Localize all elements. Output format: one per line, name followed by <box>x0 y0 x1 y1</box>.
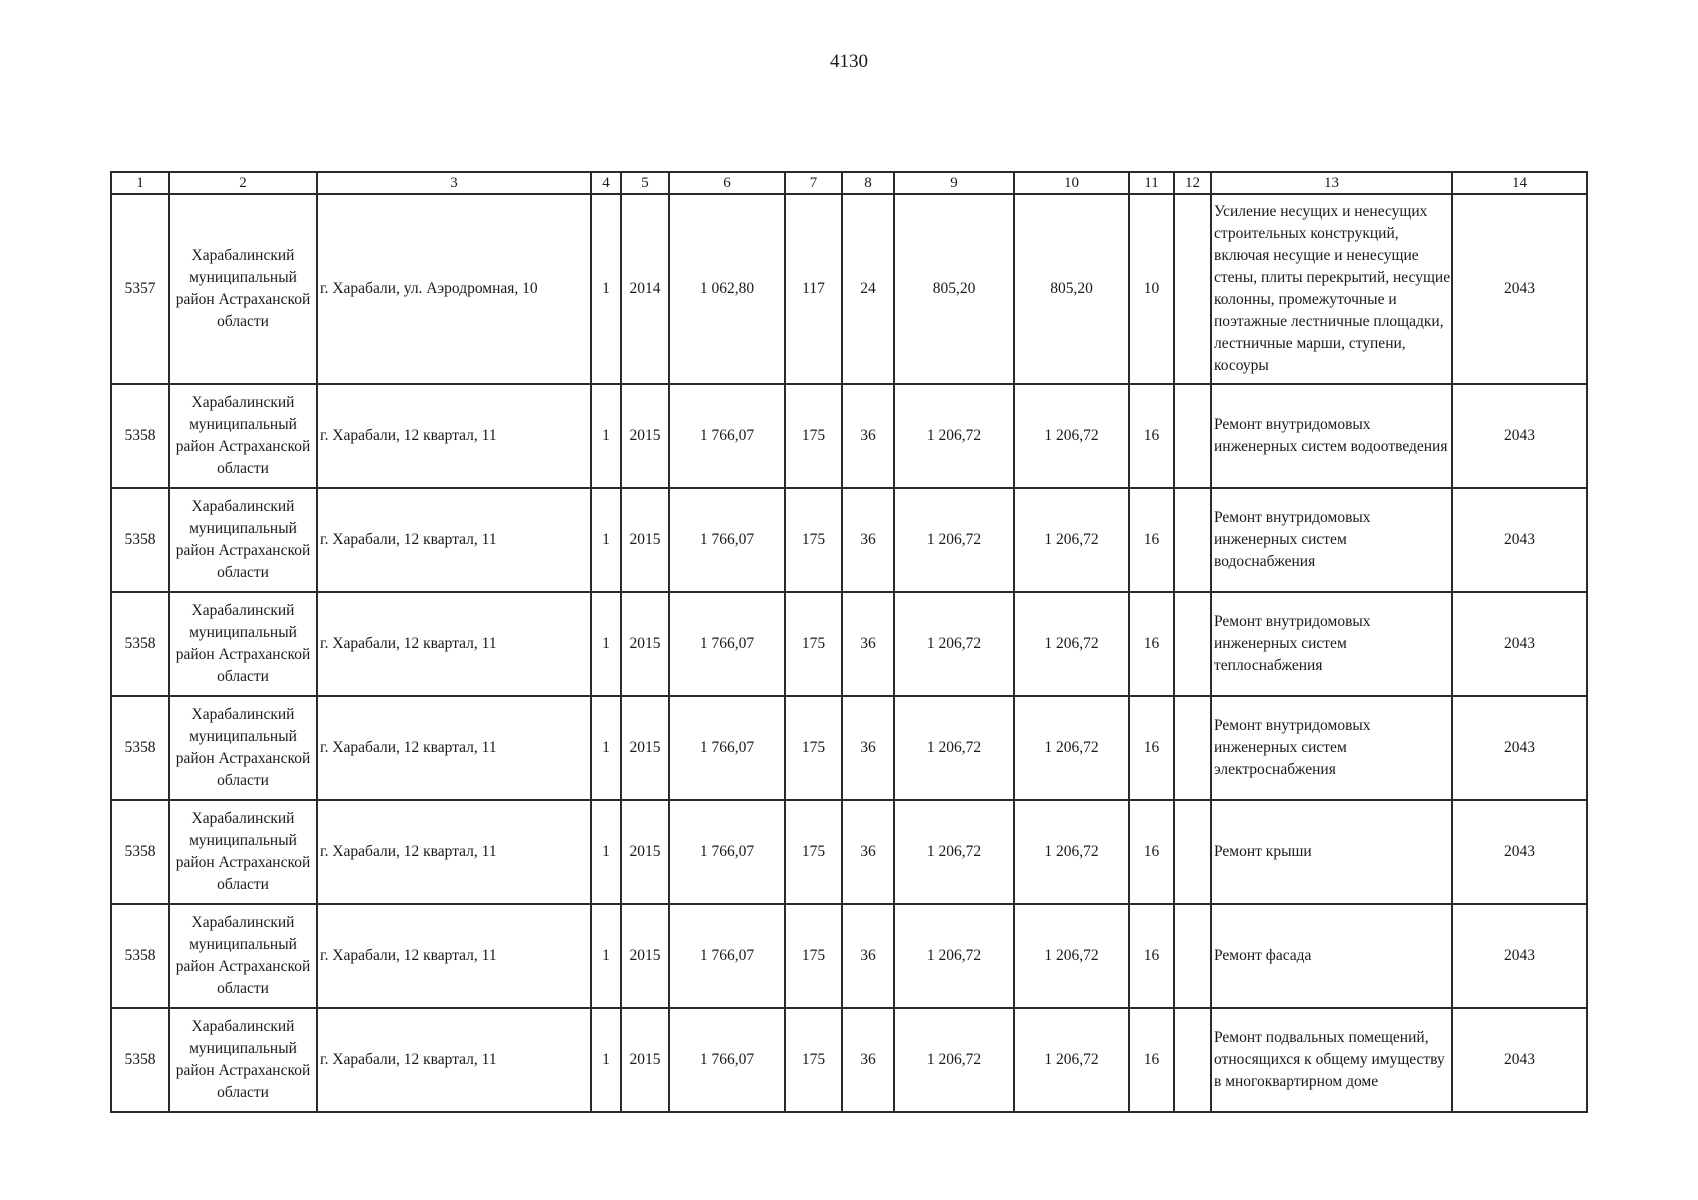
total-area-cell: 1 766,07 <box>669 488 785 592</box>
term-cell: 2043 <box>1452 1008 1587 1112</box>
column-4-cell: 1 <box>591 384 621 488</box>
column-12-cell <box>1174 904 1211 1008</box>
column-8-cell: 36 <box>842 384 894 488</box>
column-7-cell: 175 <box>785 592 842 696</box>
column-header-5: 5 <box>621 172 669 194</box>
year-cell: 2015 <box>621 904 669 1008</box>
column-7-cell: 175 <box>785 1008 842 1112</box>
column-8-cell: 36 <box>842 592 894 696</box>
region-cell: Харабалинский муниципальный район Астраханской области <box>169 592 317 696</box>
column-11-cell: 16 <box>1129 800 1174 904</box>
column-4-cell: 1 <box>591 696 621 800</box>
column-8-cell: 36 <box>842 800 894 904</box>
column-10-cell: 1 206,72 <box>1014 488 1129 592</box>
term-cell: 2043 <box>1452 384 1587 488</box>
row-number-cell: 5358 <box>111 800 169 904</box>
row-number-cell: 5357 <box>111 194 169 384</box>
table-row <box>111 194 1587 384</box>
row-number-cell: 5358 <box>111 592 169 696</box>
work-type-cell: Ремонт внутридомовых инженерных систем водоснабжения <box>1211 488 1452 592</box>
table-row <box>111 592 1587 696</box>
column-12-cell <box>1174 592 1211 696</box>
address-cell: г. Харабали, 12 квартал, 11 <box>317 800 591 904</box>
work-type-cell: Усиление несущих и ненесущих строительных конструкций, включая несущие и ненесущие стены, плиты перекрытий, несущие колонны, промежуточные и поэтажные лестничные площадки, лестничные марши, ступени, косоуры <box>1211 194 1452 384</box>
table-row <box>111 696 1587 800</box>
address-cell: г. Харабали, 12 квартал, 11 <box>317 904 591 1008</box>
column-7-cell: 175 <box>785 904 842 1008</box>
column-header-8: 8 <box>842 172 894 194</box>
column-12-cell <box>1174 384 1211 488</box>
total-area-cell: 1 766,07 <box>669 696 785 800</box>
year-cell: 2015 <box>621 384 669 488</box>
column-9-cell: 1 206,72 <box>894 1008 1014 1112</box>
column-8-cell: 36 <box>842 1008 894 1112</box>
term-cell: 2043 <box>1452 800 1587 904</box>
address-cell: г. Харабали, ул. Аэродромная, 10 <box>317 194 591 384</box>
region-cell: Харабалинский муниципальный район Астраханской области <box>169 1008 317 1112</box>
column-8-cell: 24 <box>842 194 894 384</box>
region-cell: Харабалинский муниципальный район Астраханской области <box>169 194 317 384</box>
column-9-cell: 1 206,72 <box>894 696 1014 800</box>
column-4-cell: 1 <box>591 1008 621 1112</box>
column-8-cell: 36 <box>842 488 894 592</box>
column-10-cell: 1 206,72 <box>1014 1008 1129 1112</box>
term-cell: 2043 <box>1452 592 1587 696</box>
total-area-cell: 1 766,07 <box>669 384 785 488</box>
column-header-10: 10 <box>1014 172 1129 194</box>
column-9-cell: 1 206,72 <box>894 384 1014 488</box>
page-number: 4130 <box>830 51 868 72</box>
column-11-cell: 10 <box>1129 194 1174 384</box>
column-12-cell <box>1174 696 1211 800</box>
year-cell: 2015 <box>621 800 669 904</box>
row-number-cell: 5358 <box>111 384 169 488</box>
year-cell: 2014 <box>621 194 669 384</box>
column-7-cell: 117 <box>785 194 842 384</box>
total-area-cell: 1 062,80 <box>669 194 785 384</box>
column-9-cell: 1 206,72 <box>894 488 1014 592</box>
registry-table <box>110 171 1588 1113</box>
column-header-2: 2 <box>169 172 317 194</box>
column-12-cell <box>1174 1008 1211 1112</box>
address-cell: г. Харабали, 12 квартал, 11 <box>317 696 591 800</box>
work-type-cell: Ремонт внутридомовых инженерных систем теплоснабжения <box>1211 592 1452 696</box>
table-row <box>111 1008 1587 1112</box>
region-cell: Харабалинский муниципальный район Астраханской области <box>169 384 317 488</box>
row-number-cell: 5358 <box>111 904 169 1008</box>
column-10-cell: 1 206,72 <box>1014 592 1129 696</box>
term-cell: 2043 <box>1452 488 1587 592</box>
column-header-9: 9 <box>894 172 1014 194</box>
row-number-cell: 5358 <box>111 488 169 592</box>
region-cell: Харабалинский муниципальный район Астраханской области <box>169 696 317 800</box>
column-header-13: 13 <box>1211 172 1452 194</box>
column-7-cell: 175 <box>785 800 842 904</box>
year-cell: 2015 <box>621 1008 669 1112</box>
column-10-cell: 805,20 <box>1014 194 1129 384</box>
column-10-cell: 1 206,72 <box>1014 696 1129 800</box>
address-cell: г. Харабали, 12 квартал, 11 <box>317 1008 591 1112</box>
column-header-3: 3 <box>317 172 591 194</box>
column-header-7: 7 <box>785 172 842 194</box>
column-header-12: 12 <box>1174 172 1211 194</box>
region-cell: Харабалинский муниципальный район Астраханской области <box>169 488 317 592</box>
column-11-cell: 16 <box>1129 696 1174 800</box>
work-type-cell: Ремонт крыши <box>1211 800 1452 904</box>
term-cell: 2043 <box>1452 696 1587 800</box>
column-4-cell: 1 <box>591 592 621 696</box>
column-header-6: 6 <box>669 172 785 194</box>
region-cell: Харабалинский муниципальный район Астраханской области <box>169 800 317 904</box>
column-9-cell: 1 206,72 <box>894 800 1014 904</box>
column-10-cell: 1 206,72 <box>1014 904 1129 1008</box>
work-type-cell: Ремонт фасада <box>1211 904 1452 1008</box>
column-11-cell: 16 <box>1129 1008 1174 1112</box>
column-10-cell: 1 206,72 <box>1014 384 1129 488</box>
column-12-cell <box>1174 194 1211 384</box>
column-12-cell <box>1174 488 1211 592</box>
table-row <box>111 488 1587 592</box>
column-4-cell: 1 <box>591 800 621 904</box>
year-cell: 2015 <box>621 592 669 696</box>
column-4-cell: 1 <box>591 488 621 592</box>
region-cell: Харабалинский муниципальный район Астраханской области <box>169 904 317 1008</box>
term-cell: 2043 <box>1452 194 1587 384</box>
column-header-1: 1 <box>111 172 169 194</box>
header-row <box>111 172 1587 194</box>
column-7-cell: 175 <box>785 696 842 800</box>
column-header-11: 11 <box>1129 172 1174 194</box>
column-11-cell: 16 <box>1129 592 1174 696</box>
column-4-cell: 1 <box>591 904 621 1008</box>
column-11-cell: 16 <box>1129 488 1174 592</box>
row-number-cell: 5358 <box>111 696 169 800</box>
total-area-cell: 1 766,07 <box>669 592 785 696</box>
row-number-cell: 5358 <box>111 1008 169 1112</box>
column-8-cell: 36 <box>842 904 894 1008</box>
total-area-cell: 1 766,07 <box>669 800 785 904</box>
column-7-cell: 175 <box>785 488 842 592</box>
table-row <box>111 384 1587 488</box>
column-11-cell: 16 <box>1129 384 1174 488</box>
work-type-cell: Ремонт внутридомовых инженерных систем электроснабжения <box>1211 696 1452 800</box>
address-cell: г. Харабали, 12 квартал, 11 <box>317 592 591 696</box>
column-9-cell: 1 206,72 <box>894 904 1014 1008</box>
column-11-cell: 16 <box>1129 904 1174 1008</box>
column-7-cell: 175 <box>785 384 842 488</box>
column-4-cell: 1 <box>591 194 621 384</box>
table-row <box>111 904 1587 1008</box>
column-header-4: 4 <box>591 172 621 194</box>
address-cell: г. Харабали, 12 квартал, 11 <box>317 384 591 488</box>
column-9-cell: 1 206,72 <box>894 592 1014 696</box>
column-9-cell: 805,20 <box>894 194 1014 384</box>
address-cell: г. Харабали, 12 квартал, 11 <box>317 488 591 592</box>
total-area-cell: 1 766,07 <box>669 904 785 1008</box>
work-type-cell: Ремонт подвальных помещений, относящихся к общему имуществу в многоквартирном доме <box>1211 1008 1452 1112</box>
table-row <box>111 800 1587 904</box>
column-10-cell: 1 206,72 <box>1014 800 1129 904</box>
column-header-14: 14 <box>1452 172 1587 194</box>
column-12-cell <box>1174 800 1211 904</box>
total-area-cell: 1 766,07 <box>669 1008 785 1112</box>
year-cell: 2015 <box>621 696 669 800</box>
column-8-cell: 36 <box>842 696 894 800</box>
year-cell: 2015 <box>621 488 669 592</box>
work-type-cell: Ремонт внутридомовых инженерных систем водоотведения <box>1211 384 1452 488</box>
term-cell: 2043 <box>1452 904 1587 1008</box>
